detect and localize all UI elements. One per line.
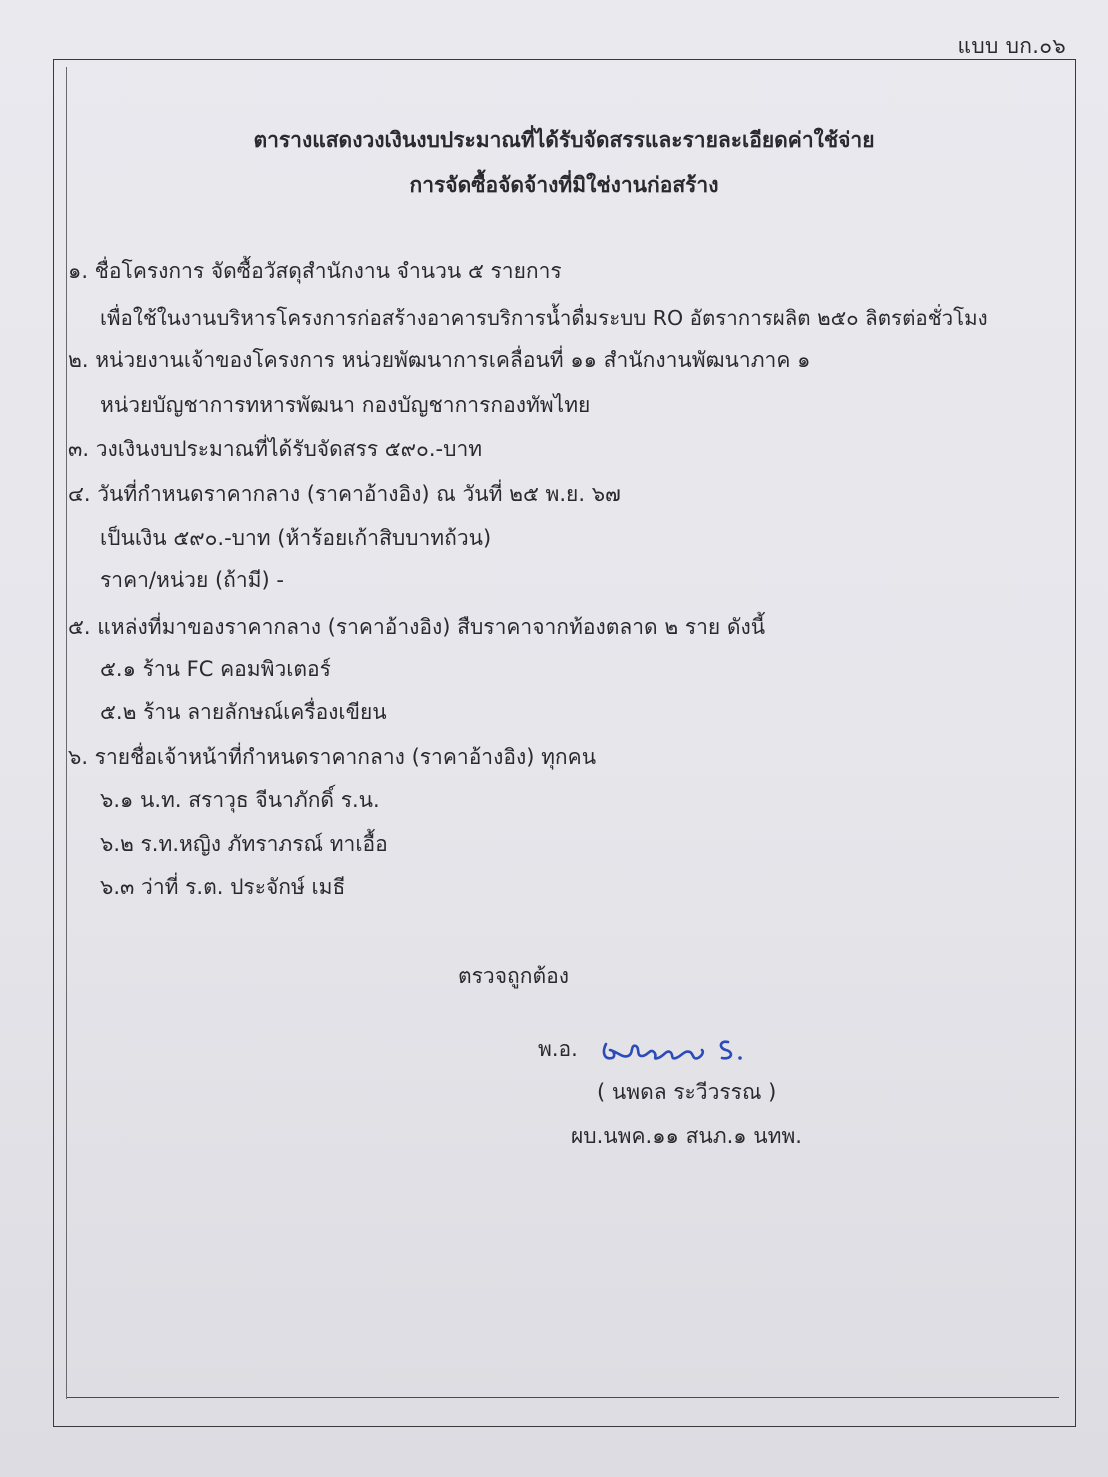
frame-inner-edge xyxy=(66,67,67,1399)
item5-source-2: ๕.๒ ร้าน ลายลักษณ์เครื่องเขียน xyxy=(100,700,387,724)
item4-unit-price: ราคา/หน่วย (ถ้ามี) - xyxy=(100,568,284,592)
checked-label: ตรวจถูกต้อง xyxy=(458,964,569,988)
document-title-line1: ตารางแสดงวงเงินงบประมาณที่ได้รับจัดสรรและรายละเอียดค่าใช้จ่าย xyxy=(253,128,875,152)
item2-project-owner-cont: หน่วยบัญชาการทหารพัฒนา กองบัญชาการกองทัพไทย xyxy=(100,393,591,417)
item6-officer-1: ๖.๑ น.ท. สราวุธ จีนาภักดิ์ ร.น. xyxy=(100,788,380,812)
item1-project-name: ๑. ชื่อโครงการ จัดซื้อวัสดุสำนักงาน จำนวน ๕ รายการ xyxy=(68,259,562,283)
handwritten-signature xyxy=(600,1030,760,1074)
item4-amount: เป็นเงิน ๕๙๐.-บาท (ห้าร้อยเก้าสิบบาทถ้วน) xyxy=(100,526,492,550)
signature-stroke-s xyxy=(721,1042,731,1059)
frame-inner-bottom-edge xyxy=(67,1397,1059,1398)
item5-source-1: ๕.๑ ร้าน FC คอมพิวเตอร์ xyxy=(100,657,331,681)
signer-position: ผบ.นพค.๑๑ สนภ.๑ นทพ. xyxy=(571,1124,802,1148)
form-code: แบบ บก.๐๖ xyxy=(957,34,1066,58)
item5-price-source: ๕. แหล่งที่มาของราคากลาง (ราคาอ้างอิง) สืบราคาจากท้องตลาด ๒ ราย ดังนี้ xyxy=(68,615,766,639)
item6-officer-2: ๖.๒ ร.ท.หญิง ภัทราภรณ์ ทาเอื้อ xyxy=(100,832,388,856)
signature-stroke xyxy=(604,1044,703,1059)
item3-budget: ๓. วงเงินงบประมาณที่ได้รับจัดสรร ๕๙๐.-บาท xyxy=(68,437,483,461)
document-title-line2: การจัดซื้อจัดจ้างที่มิใช่งานก่อสร้าง xyxy=(409,173,719,197)
signature-dot xyxy=(738,1056,742,1060)
item6-officer-3: ๖.๓ ว่าที่ ร.ต. ประจักษ์ เมธี xyxy=(100,875,346,899)
item4-reference-date: ๔. วันที่กำหนดราคากลาง (ราคาอ้างอิง) ณ วันที่ ๒๕ พ.ย. ๖๗ xyxy=(68,482,621,506)
signer-name: ( นพดล ระวีวรรณ ) xyxy=(597,1080,777,1104)
signer-rank: พ.อ. xyxy=(538,1037,578,1061)
item2-project-owner: ๒. หน่วยงานเจ้าของโครงการ หน่วยพัฒนาการเคลื่อนที่ ๑๑ สำนักงานพัฒนาภาค ๑ xyxy=(68,348,811,372)
item6-officers: ๖. รายชื่อเจ้าหน้าที่กำหนดราคากลาง (ราคาอ้างอิง) ทุกคน xyxy=(68,745,597,769)
item1-project-purpose: เพื่อใช้ในงานบริหารโครงการก่อสร้างอาคารบริการน้ำดื่มระบบ RO อัตราการผลิต ๒๕๐ ลิตรต่อชั่วโมง xyxy=(100,306,988,330)
